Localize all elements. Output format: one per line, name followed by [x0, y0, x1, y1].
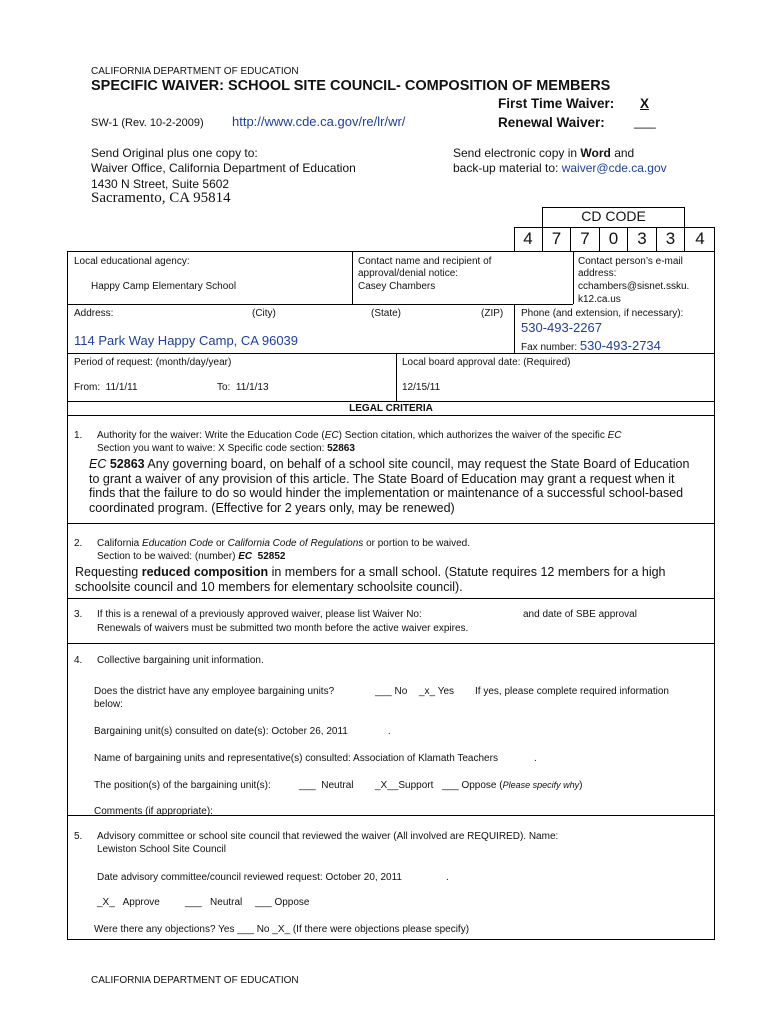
cd-digit: 3 — [628, 227, 657, 251]
cd-code-label: CD CODE — [581, 208, 646, 224]
legal-criteria-heading: LEGAL CRITERIA — [349, 403, 433, 414]
section2-line2: Section to be waived: (number) EC 52852 — [97, 551, 286, 562]
section1-para-1: EC 52863 Any governing board, on behalf of a school site council, may request the State Board of Education — [89, 457, 690, 471]
waiver-url-link[interactable]: http://www.cde.ca.gov/re/lr/wr/ — [232, 114, 406, 129]
contact-value: Casey Chambers — [358, 281, 436, 292]
section4-q1c: below: — [94, 699, 123, 710]
agency-header: CALIFORNIA DEPARTMENT OF EDUCATION — [91, 66, 299, 77]
bargaining-units: Name of bargaining units and representative(s) consulted: Association of Klamath Teachers . — [94, 753, 537, 764]
period-label: Period of request: (month/day/year) — [74, 357, 232, 368]
electronic-line-1: Send electronic copy in Word and — [453, 146, 635, 160]
section3-line1: If this is a renewal of a previously approved waiver, please list Waiver No: — [97, 609, 422, 620]
rule — [67, 401, 715, 402]
section2-line1: California Education Code or California Code of Regulations or portion to be waived. — [97, 538, 471, 549]
section1-line1: Authority for the waiver: Write the Education Code (EC) Section citation, which authorizes the waiver of the specific EC — [97, 430, 622, 441]
rule — [573, 251, 574, 304]
board-label: Local board approval date: (Required) — [402, 357, 571, 368]
section3-line2: Renewals of waivers must be submitted two month before the active waiver expires. — [97, 623, 469, 634]
section3-line1b: and date of SBE approval — [523, 609, 637, 620]
section2-para-1: Requesting reduced composition in members for a small school. (Statute requires 12 members for a high — [75, 565, 666, 579]
comments-label: Comments (if appropriate): — [94, 806, 213, 815]
council-review-date: Date advisory committee/council reviewed request: October 20, 2011 . — [97, 872, 449, 883]
contact-label-2: approval/denial notice: — [358, 268, 459, 279]
cd-digit: 3 — [657, 227, 685, 251]
rule — [352, 251, 353, 304]
cd-digit: 0 — [600, 227, 628, 251]
section5-line2: Lewiston School Site Council — [97, 844, 226, 855]
section5-number: 5. — [74, 831, 83, 842]
rule — [67, 523, 715, 524]
mailing-line-4: Sacramento, CA 95814 — [91, 190, 231, 206]
lea-value: Happy Camp Elementary School — [91, 281, 237, 292]
section4-title: Collective bargaining unit information. — [97, 655, 264, 666]
renewal-value: ___ — [634, 114, 656, 129]
rule — [67, 815, 715, 816]
rule — [67, 251, 715, 252]
state-label: (State) — [371, 308, 402, 319]
rule — [67, 304, 573, 305]
position-support-option[interactable]: _X__Support — [375, 780, 434, 791]
section2-number: 2. — [74, 538, 83, 549]
phone-value: 530-493-2267 — [521, 320, 602, 335]
waiver-email-link[interactable]: waiver@cde.ca.gov — [561, 161, 667, 175]
rule — [67, 353, 715, 354]
email-value-1: cchambers@sisnet.ssku. — [578, 281, 690, 292]
zip-label: (ZIP) — [481, 308, 504, 319]
cd-digit: 4 — [514, 227, 543, 251]
section4-q1b: If yes, please complete required information — [475, 686, 669, 697]
email-label-2: address: — [578, 268, 617, 279]
rule — [396, 353, 397, 401]
rule — [67, 415, 715, 416]
board-value: 12/15/11 — [402, 382, 441, 393]
bargaining-dates: Bargaining unit(s) consulted on date(s): October 26, 2011 . — [94, 726, 391, 737]
council-oppose-option[interactable]: ___ Oppose — [255, 897, 310, 908]
section2-para-2: schoolsite council and 10 members for elementary schoolsite council). — [75, 580, 463, 594]
mailing-line-3: 1430 N Street, Suite 5602 — [91, 177, 230, 191]
section4-number: 4. — [74, 655, 83, 666]
rule — [514, 304, 515, 354]
city-label: (City) — [252, 308, 276, 319]
fax-row: Fax number: 530-493-2734 — [521, 338, 661, 353]
position-neutral-option[interactable]: ___ Neutral — [299, 780, 354, 791]
section1-number: 1. — [74, 430, 83, 441]
rule — [67, 939, 715, 940]
cd-digit: 4 — [695, 229, 705, 248]
from-field: From: 11/1/11 — [74, 382, 138, 393]
section1-para-2: to grant a waiver of any provision of this article. The State Board of Education may grant a request when it — [89, 472, 675, 486]
rule — [67, 643, 715, 644]
objections-question: Were there any objections? Yes ___ No _X_ (If there were objections please specify) — [94, 924, 470, 935]
form-id: SW-1 (Rev. 10-2-2009) — [91, 117, 204, 129]
cd-digit: 7 — [543, 227, 571, 251]
section1-line2: Section you want to waive: X Specific code section: 52863 — [97, 443, 355, 454]
section4-q1: Does the district have any employee bargaining units? — [94, 686, 335, 697]
section5-line1: Advisory committee or school site council that reviewed the waiver (All involved are REQUIRED). Name: — [97, 831, 559, 842]
address-label: Address: — [74, 308, 114, 319]
section1-para-3: finds that the failure to do so would hinder the implementation or maintenance of a successful school-based — [89, 486, 684, 500]
council-approve-option[interactable]: _X_ Approve — [97, 897, 160, 908]
mailing-line-2: Waiver Office, California Department of Education — [91, 161, 356, 175]
address-value: 114 Park Way Happy Camp, CA 96039 — [74, 333, 299, 348]
to-field: To: 11/1/13 — [217, 382, 269, 393]
renewal-label: Renewal Waiver: — [498, 115, 605, 130]
electronic-line-2: back-up material to: waiver@cde.ca.gov — [453, 161, 667, 175]
position-oppose-option[interactable]: ___ Oppose (Please specify why) — [442, 780, 583, 791]
bargaining-no-option[interactable]: ___ No — [375, 686, 408, 697]
section1-para-4: coordinated program. (Effective for 2 years only, may be renewed) — [89, 501, 455, 515]
cd-digit: 7 — [571, 227, 600, 251]
email-label-1: Contact person’s e-mail — [578, 256, 683, 267]
rule — [514, 304, 573, 305]
rule — [67, 598, 715, 599]
council-neutral-option[interactable]: ___ Neutral — [185, 897, 243, 908]
section3-number: 3. — [74, 609, 83, 620]
first-time-label: First Time Waiver: — [498, 96, 615, 111]
email-value-2: k12.ca.us — [578, 294, 621, 305]
contact-label-1: Contact name and recipient of — [358, 256, 492, 267]
footer-agency: CALIFORNIA DEPARTMENT OF EDUCATION — [91, 975, 299, 986]
lea-label: Local educational agency: — [74, 256, 190, 267]
bargaining-position-label: The position(s) of the bargaining unit(s): — [94, 780, 271, 791]
mailing-line-1: Send Original plus one copy to: — [91, 146, 258, 160]
bargaining-yes-option[interactable]: _x_ Yes — [419, 686, 455, 697]
form-title: SPECIFIC WAIVER: SCHOOL SITE COUNCIL- COMPOSITION OF MEMBERS — [91, 78, 611, 94]
first-time-value: X — [640, 96, 650, 111]
phone-label: Phone (and extension, if necessary): — [521, 308, 684, 319]
